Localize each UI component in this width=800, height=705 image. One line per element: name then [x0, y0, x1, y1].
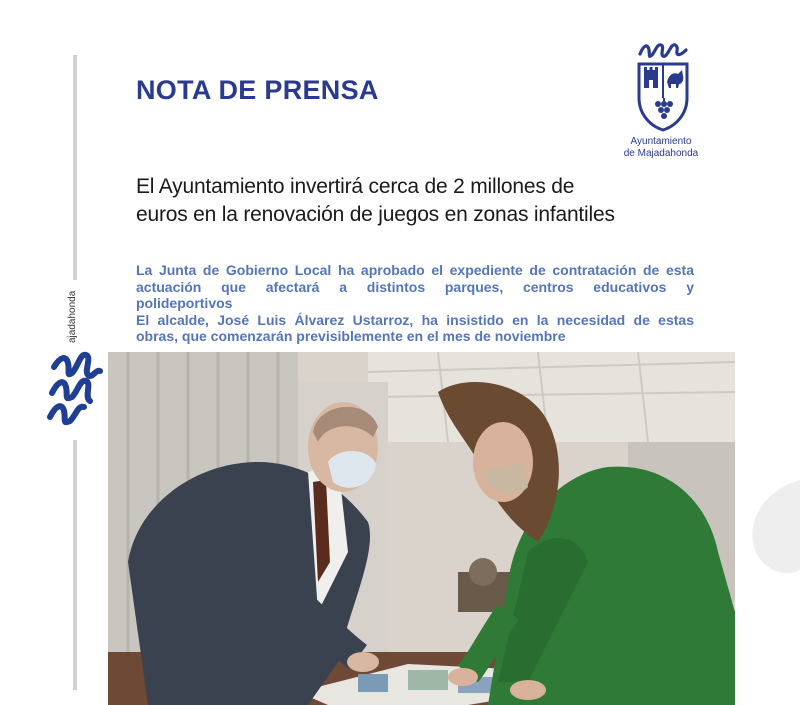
crest-caption-line1: Ayuntamiento — [630, 136, 692, 147]
headline-line2: euros en la renovación de juegos en zonas infantiles — [136, 203, 615, 226]
subtitle-line5: obras, que comenzarán previsiblemente en el mes de noviembre — [136, 328, 566, 344]
crest-caption — [606, 136, 716, 160]
subtitle-line3: polideportivos — [136, 295, 233, 311]
watermark-shape — [735, 470, 800, 580]
headline — [136, 173, 696, 229]
subtitle-line2: actuación que afectará a distintos parques, centros educativos y — [136, 278, 694, 295]
majadahonda-crest-icon — [636, 40, 690, 132]
headline-line1: El Ayuntamiento invertirá cerca de 2 millones de — [136, 175, 575, 198]
press-photo — [108, 352, 735, 705]
subtitle — [136, 262, 694, 345]
side-vertical-text: ajadahonda — [67, 290, 78, 343]
crest-caption-line2: de Majadahonda — [623, 148, 699, 159]
side-divider-bottom — [73, 440, 77, 690]
majadahonda-m-logo-icon — [44, 345, 104, 435]
subtitle-line1: La Junta de Gobierno Local ha aprobado el expediente de contratación de esta — [136, 262, 694, 278]
subtitle-line4: El alcalde, José Luis Álvarez Ustarroz, ha insistido en la necesidad de estas — [136, 311, 694, 328]
page-title: NOTA DE PRENSA — [136, 75, 379, 105]
side-divider-top — [73, 55, 77, 280]
